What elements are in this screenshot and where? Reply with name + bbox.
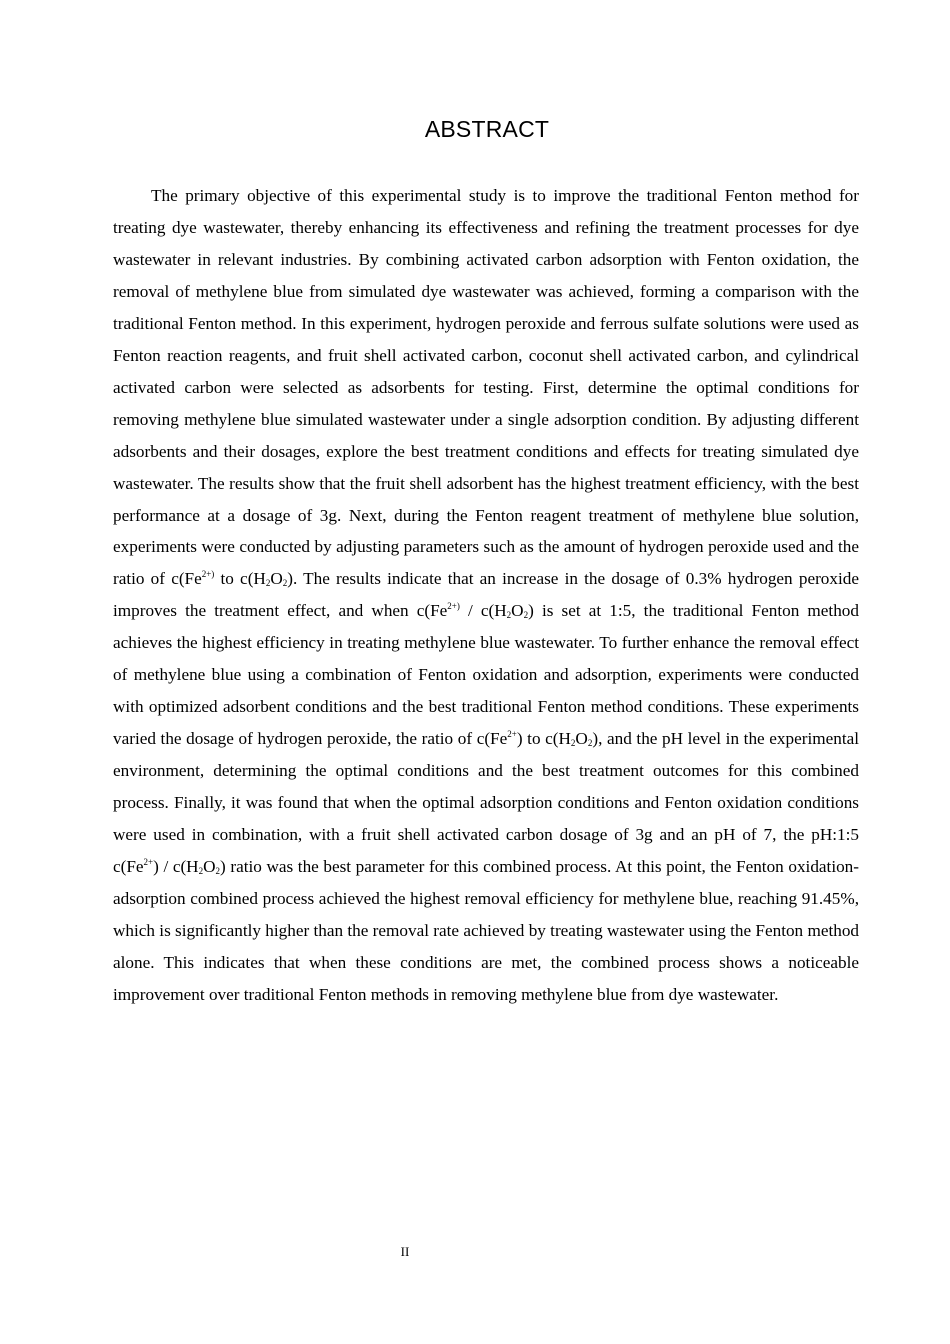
abstract-text: O bbox=[575, 729, 588, 749]
abstract-text: O bbox=[203, 857, 216, 877]
abstract-paragraph bbox=[113, 180, 859, 1011]
subscript: 2 bbox=[570, 738, 576, 749]
subscript: 2 bbox=[282, 578, 288, 589]
subscript: 2 bbox=[506, 610, 512, 621]
subscript: 2 bbox=[587, 738, 593, 749]
subscript: 2 bbox=[265, 578, 271, 589]
abstract-text: ) is set at 1:5, the traditional Fenton method achieves the highest efficiency in treating methylene blue wastewater. To further enhance the removal effect of methylene blue using a combination of Fenton oxidation and adsorption, experiments were conducted with optimized adsorbent conditions and the best traditional Fenton method conditions. These experiments varied the dosage of hydrogen peroxide, the ratio of c(Fe bbox=[113, 601, 859, 749]
superscript: 2+ bbox=[143, 857, 154, 868]
abstract-text: The primary objective of this experimental study is to improve the traditional Fenton method for treating dye wastewater, thereby enhancing its effectiveness and refining the treatment processes for dye wastewater in relevant industries. By combining activated carbon adsorption with Fenton oxidation, the removal of methylene blue from simulated dye wastewater was achieved, forming a comparison with the traditional Fenton method. In this experiment, hydrogen peroxide and ferrous sulfate solutions were used as Fenton reaction reagents, and fruit shell activated carbon, coconut shell activated carbon, and cylindrical activated carbon were selected as adsorbents for testing. First, determine the optimal conditions for removing methylene blue simulated wastewater under a single adsorption condition. By adjusting different adsorbents and their dosages, explore the best treatment conditions and effects for treating simulated dye wastewater. The results show that the fruit shell adsorbent has the highest treatment efficiency, with the best performance at a dosage of 3g. Next, during the Fenton reagent treatment of methylene blue solution, experiments were conducted by adjusting parameters such as the amount of hydrogen peroxide used and the ratio of c(Fe bbox=[113, 186, 859, 589]
page-number: II bbox=[400, 1244, 410, 1259]
abstract-text: ), and the pH level in the experimental environment, determining the optimal conditions and the best treatment outcomes for this combined process. Finally, it was found that when the optimal adsorption conditions and Fenton oxidation conditions were used in combination, with a fruit shell activated carbon dosage of 3g and an pH of 7, the pH:1:5 c(Fe bbox=[113, 729, 859, 877]
abstract-text: O bbox=[511, 601, 524, 621]
superscript: 2+) bbox=[201, 569, 215, 580]
superscript: 2+ bbox=[507, 729, 517, 740]
abstract-text: ). The results indicate that an increase in the dosage of 0.3% hydrogen peroxide improves the treatment effect, and when c(Fe bbox=[113, 569, 859, 621]
abstract-text: ) / c(H bbox=[153, 857, 199, 877]
superscript: 2+) bbox=[447, 601, 460, 612]
abstract-text: ) to c(H bbox=[516, 729, 571, 749]
subscript: 2 bbox=[198, 866, 204, 877]
abstract-text: O bbox=[270, 569, 283, 589]
abstract-text: ) ratio was the best parameter for this combined process. At this point, the Fenton oxidation-adsorption combined process achieved the highest removal efficiency for methylene blue, reaching 91.45%, which is significantly higher than the removal rate achieved by treating wastewater using the Fenton method alone. This indicates that when these conditions are met, the combined process shows a noticeable improvement over traditional Fenton methods in removing methylene blue from dye wastewater. bbox=[113, 857, 860, 1004]
subscript: 2 bbox=[215, 866, 221, 877]
abstract-heading: ABSTRACT bbox=[424, 116, 550, 142]
abstract-text: to c(H bbox=[214, 569, 266, 589]
subscript: 2 bbox=[523, 610, 529, 621]
abstract-text: / c(H bbox=[459, 601, 507, 621]
